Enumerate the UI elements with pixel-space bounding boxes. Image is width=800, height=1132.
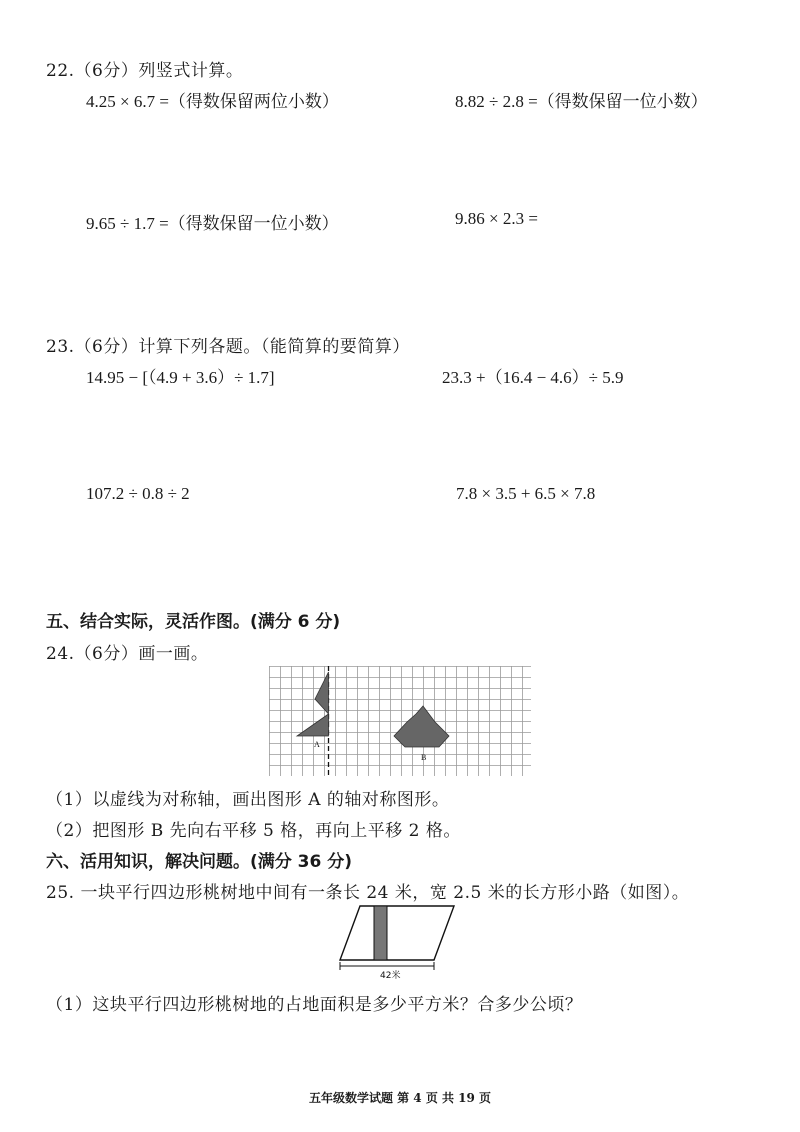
q23-item-1: 14.95 − [（4.9 + 3.6）÷ 1.7]	[86, 368, 275, 387]
q24-sub2: （2）把图形 B 先向右平移 5 格，再向上平移 2 格。	[46, 821, 461, 841]
q23-item-3: 107.2 ÷ 0.8 ÷ 2	[86, 484, 190, 503]
shape-a-label: A	[314, 740, 320, 749]
q23-item-2: 23.3 +（16.4 − 4.6）÷ 5.9	[442, 368, 624, 387]
q24-sub1: （1）以虚线为对称轴，画出图形 A 的轴对称图形。	[46, 790, 450, 810]
shape-b-label: B	[421, 753, 427, 762]
q25-title: 25. 一块平行四边形桃树地中间有一条长 24 米，宽 2.5 米的长方形小路（如图）。	[46, 883, 690, 903]
section-6-heading: 六、活用知识，解决问题。(满分 36 分)	[46, 852, 353, 872]
q22-item-3: 9.65 ÷ 1.7 =（得数保留一位小数）	[86, 214, 339, 233]
grid-lines	[269, 666, 531, 776]
q23-item-4: 7.8 × 3.5 + 6.5 × 7.8	[456, 484, 596, 503]
page-footer: 五年级数学试题 第 4 页 共 19 页	[308, 1091, 492, 1105]
path-rectangle	[374, 906, 387, 960]
parallelogram	[340, 906, 454, 960]
shape-a	[297, 672, 329, 736]
dimension-label: 42米	[380, 971, 401, 981]
q22-item-4: 9.86 × 2.3 =	[455, 209, 538, 228]
q23-title: 23.（6分）计算下列各题。（能简算的要简算）	[46, 337, 410, 357]
q22-item-2: 8.82 ÷ 2.8 =（得数保留一位小数）	[455, 92, 708, 111]
parallelogram-figure	[336, 902, 460, 986]
q25-sub1: （1）这块平行四边形桃树地的占地面积是多少平方米？合多少公顷？	[46, 995, 583, 1015]
q22-item-1: 4.25 × 6.7 =（得数保留两位小数）	[86, 92, 339, 111]
q24-title: 24.（6分）画一画。	[46, 644, 209, 664]
q22-title: 22.（6分）列竖式计算。	[46, 61, 244, 81]
shape-b	[394, 706, 449, 747]
section-5-heading: 五、结合实际，灵活作图。(满分 6 分)	[46, 612, 341, 632]
grid-figure	[269, 666, 531, 776]
